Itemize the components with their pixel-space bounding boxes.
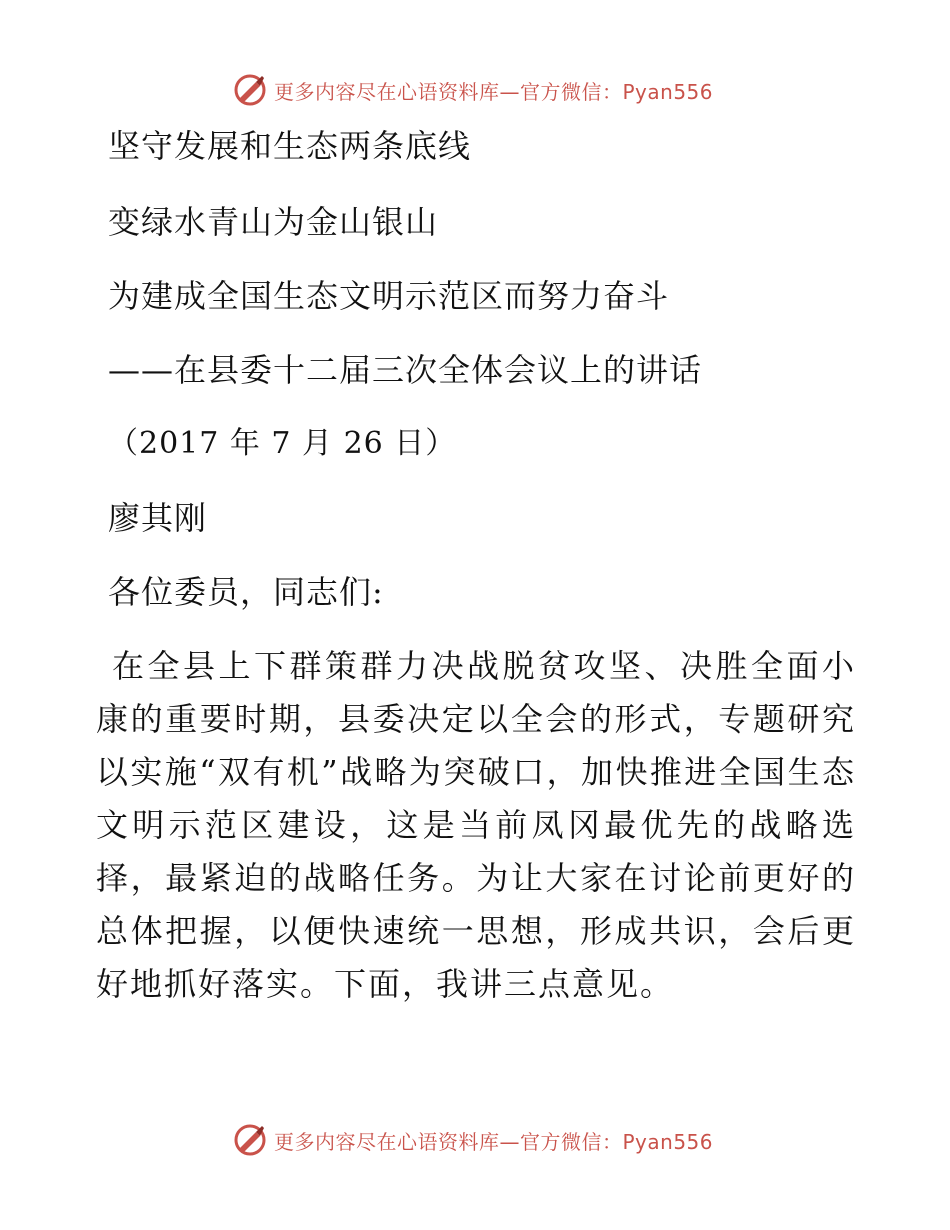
title-line-2: 变绿水青山为金山银山	[108, 203, 439, 241]
title-line-1: 坚守发展和生态两条底线	[108, 127, 472, 165]
watermark-logo-icon	[232, 72, 268, 108]
watermark-header	[232, 72, 752, 108]
watermark-logo-icon	[232, 1122, 268, 1158]
watermark-footer	[232, 1122, 752, 1158]
speech-date: （2017 年 7 月 26 日）	[108, 426, 457, 461]
watermark-text: 更多内容尽在心语资料库—官方微信：Pyan556	[274, 79, 714, 104]
subtitle: ——在县委十二届三次全体会议上的讲话	[108, 351, 703, 389]
watermark-text: 更多内容尽在心语资料库—官方微信：Pyan556	[274, 1129, 714, 1154]
salutation: 各位委员，同志们:	[108, 573, 384, 611]
body-paragraph: 在全县上下群策群力决战脱贫攻坚、决胜全面小康的重要时期，县委决定以全会的形式，专题研究以实施“双有机”战略为突破口，加快推进全国生态文明示范区建设，这是当前凤冈最优先的战略选择，最紧迫的战略任务。为让大家在讨论前更好的总体把握，以便快速统一思想，形成共识，会后更好地抓好落实。下面，我讲三点意见。	[96, 647, 856, 1003]
title-line-3: 为建成全国生态文明示范区而努力奋斗	[108, 277, 670, 315]
author-name: 廖其刚	[108, 499, 208, 537]
